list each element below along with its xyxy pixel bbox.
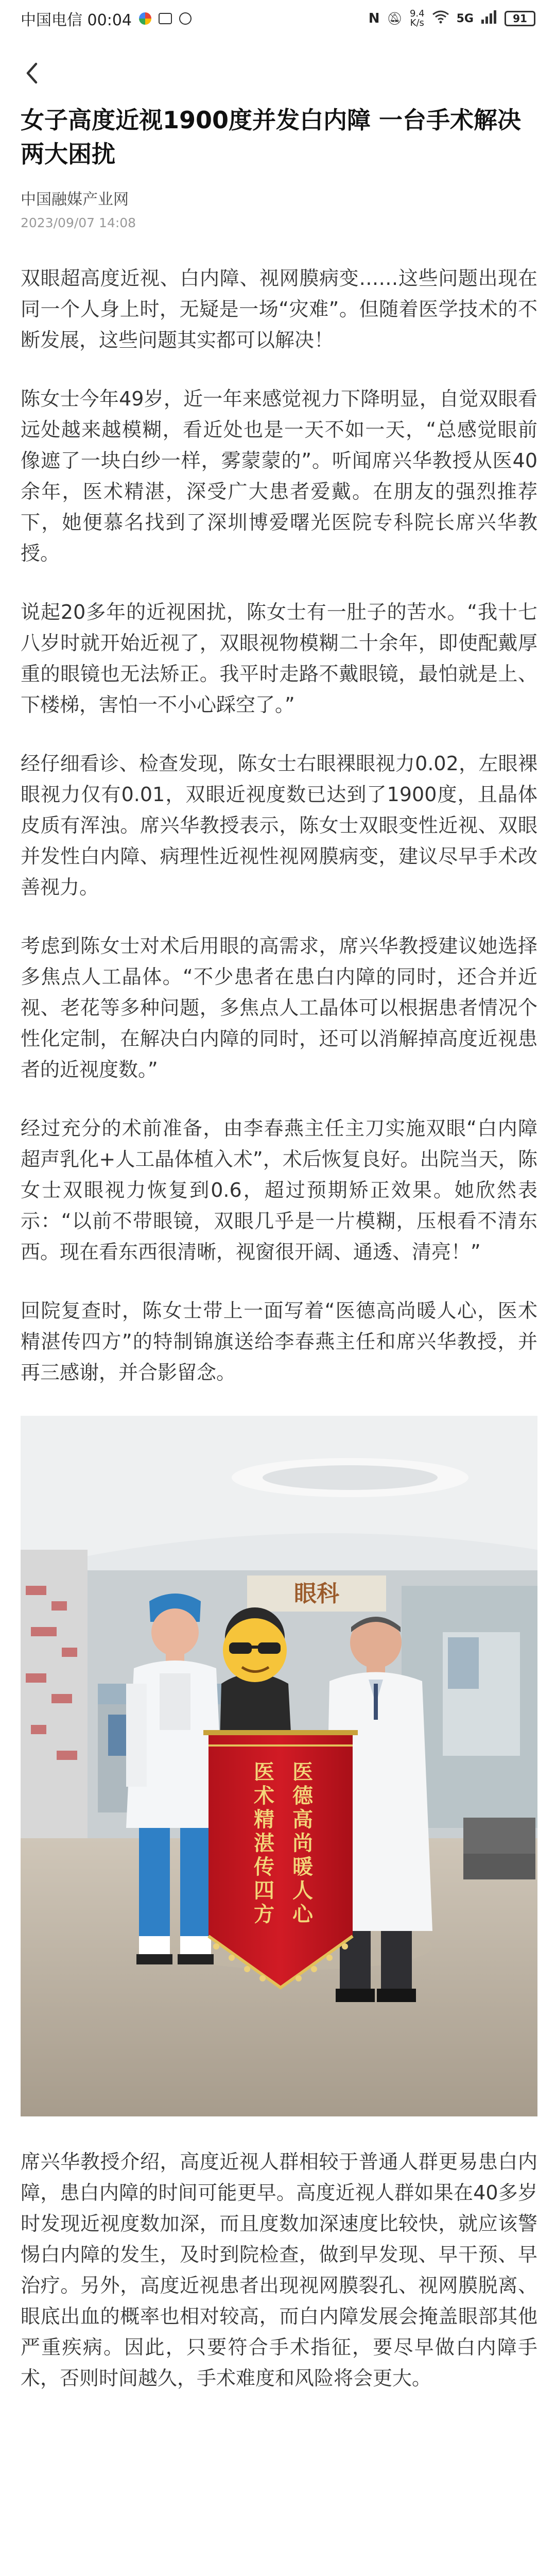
carrier-time: 中国电信 00:04	[21, 11, 132, 29]
article-source[interactable]: 中国融媒产业网	[21, 191, 129, 209]
article-paragraph: 双眼超高度近视、白内障、视网膜病变……这些问题出现在同一个人身上时，无疑是一场“灾难”。但随着医学技术的不断发展，这些问题其实都可以解决！	[21, 267, 537, 351]
article-title: 女子高度近视1900度并发白内障 一台手术解决两大困扰	[21, 106, 522, 168]
signal-icon	[481, 10, 497, 28]
net-speed-value: 9.4	[409, 8, 425, 19]
article-paragraph: 经仔细看诊、检查发现，陈女士右眼裸眼视力0.02，左眼裸眼视力仅有0.01，双眼近视度数已达到了1900度，且晶体皮质有浑浊。席兴华教授表示，陈女士双眼变性近视、双眼并发性白内障、病理性近视性视网膜病变，建议尽早手术改善视力。	[21, 752, 537, 899]
article-paragraph: 经过充分的术前准备，由李春燕主任主刀实施双眼“白内障超声乳化+人工晶体植入术”，术后恢复良好。出院当天，陈女士双眼视力恢复到0.6，超过预期矫正效果。她欣然表示：“以前不带眼镜，双眼几乎是一片模糊，压根看不清东西。现在看东西很清晰，视窗很开阔、通透、清亮！”	[21, 1117, 537, 1263]
article-paragraph: 陈女士今年49岁，近一年来感觉视力下降明显，自觉双眼看远处越来越模糊，看近处也是一天不如一天，“总感觉眼前像遮了一块白纱一样，雾蒙蒙的”。听闻席兴华教授从医40余年，医术精湛，深受广大患者爱戴。在朋友的强烈推荐下，她便慕名找到了深圳博爱曙光医院专科院长席兴华教授。	[21, 387, 537, 565]
status-bar	[0, 0, 556, 37]
status-bar-right	[369, 9, 535, 28]
photo-sign-text: 眼科	[294, 1581, 339, 1607]
wifi-icon	[432, 10, 449, 28]
battery-icon	[505, 11, 535, 26]
net-speed-unit: K/s	[410, 18, 424, 28]
pennant-line1: 医德高尚暖人心	[289, 1761, 314, 1927]
silent-icon: 🔕︎	[387, 11, 403, 26]
article-paragraph: 考虑到陈女士对术后用眼的高需求，席兴华教授建议她选择多焦点人工晶体。“不少患者在患白内障的同时，还合并近视、老花等多种问题，多焦点人工晶体可以根据患者情况个性化定制，在解决白内障的同时，还可以消解掉高度近视患者的近视度数。”	[21, 935, 537, 1081]
article-paragraph: 席兴华教授介绍，高度近视人群相较于普通人群更易患白内障，患白内障的时间可能更早。高度近视人群如果在40多岁时发现近视度数加深，而且度数加深速度比较快，就应该警惕白内障的发生，及时到院检查，做到早发现、早干预、早治疗。另外，高度近视患者出现视网膜裂孔、视网膜脱离、眼底出血的概率也相对较高，而白内障发展会掩盖眼部其他严重疾病。因此，只要符合手术指征，要尽早做白内障手术，否则时间越久，手术难度和风险将会更大。	[21, 2150, 537, 2389]
gallery-notification-icon	[159, 13, 172, 24]
signal-label: 5G	[456, 12, 474, 25]
app-notification-icon	[139, 12, 151, 25]
pennant-line2: 医术精湛传四方	[250, 1761, 275, 1927]
article-paragraph: 说起20多年的近视困扰，陈女士有一肚子的苦水。“我十七八岁时就开始近视了，双眼视物模糊二十余年，即使配戴厚重的眼镜也无法矫正。我平时走路不戴眼镜，最怕就是上、下楼梯，害怕一不小心踩空了。”	[21, 601, 537, 716]
article-photo[interactable]	[21, 1416, 537, 2116]
pennant-banner	[203, 1730, 358, 1988]
article-date: 2023/09/07 14:08	[21, 215, 136, 230]
group-photo-illustration	[21, 1416, 537, 2116]
article-paragraph: 回院复查时，陈女士带上一面写着“医德高尚暖人心，医术精湛传四方”的特制锦旗送给李春燕主任和席兴华教授，并再三感谢，并合影留念。	[21, 1299, 537, 1384]
nfc-icon: N	[368, 11, 380, 26]
chat-notification-icon	[179, 12, 192, 25]
back-button[interactable]	[18, 58, 48, 89]
article-body	[21, 263, 537, 2421]
nav-bar	[0, 52, 556, 103]
chevron-left-icon	[18, 58, 48, 89]
status-bar-left	[21, 7, 192, 30]
net-speed	[410, 9, 425, 28]
battery-level: 91	[513, 12, 527, 25]
